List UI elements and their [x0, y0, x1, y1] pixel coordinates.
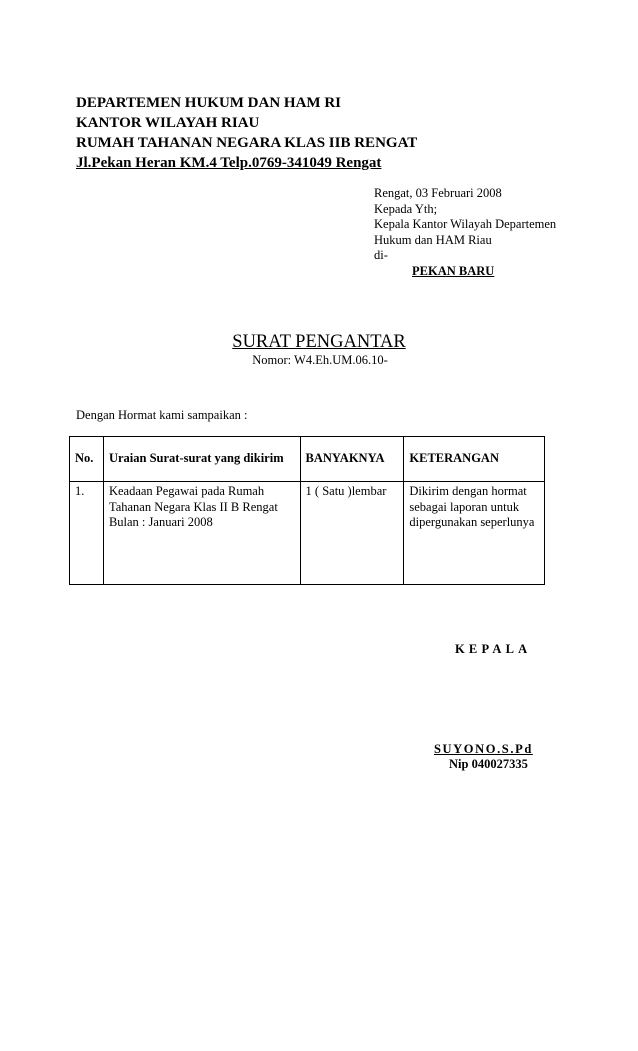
row-description-line2: Tahanan Negara Klas II B Rengat: [108, 499, 278, 514]
row-remarks-line3: dipergunakan seperlunya: [409, 515, 535, 529]
recipient-salutation: Kepada Yth;: [374, 201, 438, 216]
letterhead-department: DEPARTEMEN HUKUM DAN HAM RI: [76, 95, 342, 111]
header-description: Uraian Surat-surat yang dikirim: [103, 437, 300, 482]
recipient-name-line1: Kepala Kantor Wilayah Departemen: [374, 217, 557, 231]
recipient-block: [374, 186, 556, 279]
row-quantity: 1 ( Satu )lembar: [300, 482, 404, 585]
row-remarks: [404, 482, 545, 585]
letter-title: SURAT PENGANTAR: [232, 332, 406, 352]
header-quantity: BANYAKNYA: [300, 437, 404, 482]
row-no: 1.: [70, 482, 104, 585]
row-description-line1: Keadaan Pegawai pada Rumah: [108, 484, 265, 498]
recipient-city: PEKAN BARU: [412, 263, 495, 278]
header-no: No.: [70, 437, 104, 482]
letter-number-line: [0, 352, 638, 368]
recipient-di: di-: [374, 248, 388, 262]
table-header-row: [70, 437, 545, 482]
table-row: [70, 482, 545, 585]
letter-number: Nomor: W4.Eh.UM.06.10-: [252, 353, 388, 367]
row-remarks-line2: sebagai laporan untuk: [409, 499, 520, 514]
recipient-name-line2: Hukum dan HAM Riau: [374, 232, 492, 247]
letterhead-institution: RUMAH TAHANAN NEGARA KLAS IIB RENGAT: [76, 135, 418, 151]
letter-greeting: Dengan Hormat kami sampaikan :: [76, 408, 248, 422]
letterhead-address: Jl.Pekan Heran KM.4 Telp.0769-341049 Rengat: [76, 155, 382, 171]
row-description-line3: Bulan : Januari 2008: [108, 515, 213, 529]
row-remarks-line1: Dikirim dengan hormat: [409, 484, 527, 498]
header-remarks: KETERANGAN: [404, 437, 545, 482]
signatory-nip: Nip 040027335: [449, 757, 528, 771]
row-description: [103, 482, 300, 585]
signatory-name: SUYONO.S.Pd: [434, 742, 533, 756]
signatory-position: KEPALA: [455, 642, 532, 656]
items-table: [69, 436, 545, 585]
letterhead-regional-office: KANTOR WILAYAH RIAU: [76, 115, 260, 131]
letterhead: [76, 93, 417, 173]
letter-date: Rengat, 03 Februari 2008: [374, 186, 502, 200]
